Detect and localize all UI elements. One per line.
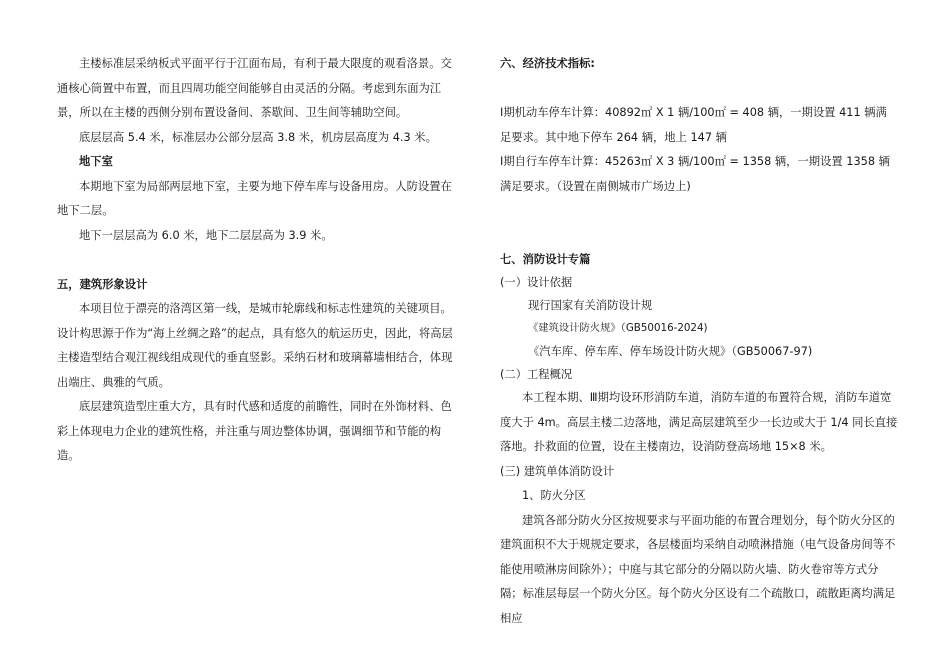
basis-item-national-codes: 现行国家有关消防设计规	[528, 299, 653, 312]
basis-item-building-code: 《建筑设计防火规》（GB50016-2024)	[528, 322, 708, 334]
heading-design-basis: (一）设计依据	[500, 276, 573, 289]
paragraph-main-floor-layout: 主楼标准层采纳板式平面平行于江面布局，有利于最大限度的观看洛景。交通核心筒置中布置，而且四周功能空间能够自由灵活的分隔。考虑到东面为江景，所以在主楼的西侧分别布置设备间、茶歇间、卫生间等辅助空间。	[57, 57, 452, 119]
left-column	[57, 52, 457, 469]
heading-section-5: 五，建筑形象设计	[57, 277, 148, 291]
paragraph-bicycle-parking: Ⅰ期自行车停车计算：45263㎡ X 3 辆/100㎡ = 1358 辆，一期设置 1358 辆满足要求。（设置在南侧城市广场边上)	[500, 155, 890, 193]
heading-section-7: 七、消防设计专篇	[500, 253, 591, 266]
paragraph-vehicle-parking: Ⅰ期机动车停车计算：40892㎡ X 1 辆/100㎡ = 408 辆，一期设置 411 辆满足要求。其中地下停车 264 辆，地上 147 辆	[500, 106, 887, 144]
paragraph-floor-heights: 底层层高 5.4 米，标准层办公部分层高 3.8 米，机房层高度为 4.3 米。	[79, 130, 437, 144]
heading-single-building-fire: (三) 建筑单体消防设计	[500, 464, 615, 478]
paragraph-design-concept: 本项目位于漂亮的洛湾区第一线，是城市轮廓线和标志性建筑的关键项目。设计构思源于作为“海上丝绸之路”的起点，具有悠久的航运历史，因此，将高层主楼造型结合观江视线组成现代的垂直竖影。采纳石材和玻璃幕墙相结合，体现出端庄、典雅的气质。	[57, 302, 453, 389]
paragraph-podium-design: 底层建筑造型庄重大方，具有时代感和适度的前瞻性，同时在外饰材料、色彩上体现电力企业的建筑性格，并注重与周边整体协调，强调细节和节能的构造。	[57, 400, 452, 462]
heading-fire-zones: 1、防火分区	[522, 489, 586, 502]
paragraph-basement-heights: 地下一层层高为 6.0 米，地下二层层高为 3.9 米。	[79, 228, 333, 242]
fire-section-head	[500, 248, 898, 386]
spacer	[500, 77, 898, 102]
basis-item-garage-code: 《汽车库、停车库、停车场设计防火规》（GB50067-97)	[528, 345, 813, 358]
right-column	[500, 52, 898, 631]
heading-project-overview: (二）工程概况	[500, 368, 573, 381]
paragraph-basement: 本期地下室为局部两层地下室，主要为地下停车库与设备用房。人防设置在地下二层。	[57, 179, 452, 217]
spacer	[57, 248, 457, 273]
heading-basement: 地下室	[79, 155, 113, 168]
paragraph-project-overview: 本工程本期、Ⅲ期均设环形消防车道，消防车道的布置符合规，消防车道宽度大于 4m。高层主楼二边落地，满足高层建筑至少一长边或大于 1/4 同长直接落地。扑救面的位置，设在主楼南边，设消防登高场地 15×8 米。	[500, 391, 898, 453]
heading-section-6: 六、经济技术指标:	[500, 57, 595, 70]
spacer	[500, 199, 898, 248]
paragraph-fire-zones: 建筑各部分防火分区按规要求与平面功能的布置合理划分，每个防火分区的建筑面积不大于规规定要求，各层楼面均采纳自动喷淋措施（电气设备房间等不能使用喷淋房间除外）；中庭与其它部分的分隔以防火墙、防火卷帘等方式分隔；标准层每层一个防火分区。每个防火分区设有二个疏散口，疏散距离均满足相应	[500, 513, 896, 625]
